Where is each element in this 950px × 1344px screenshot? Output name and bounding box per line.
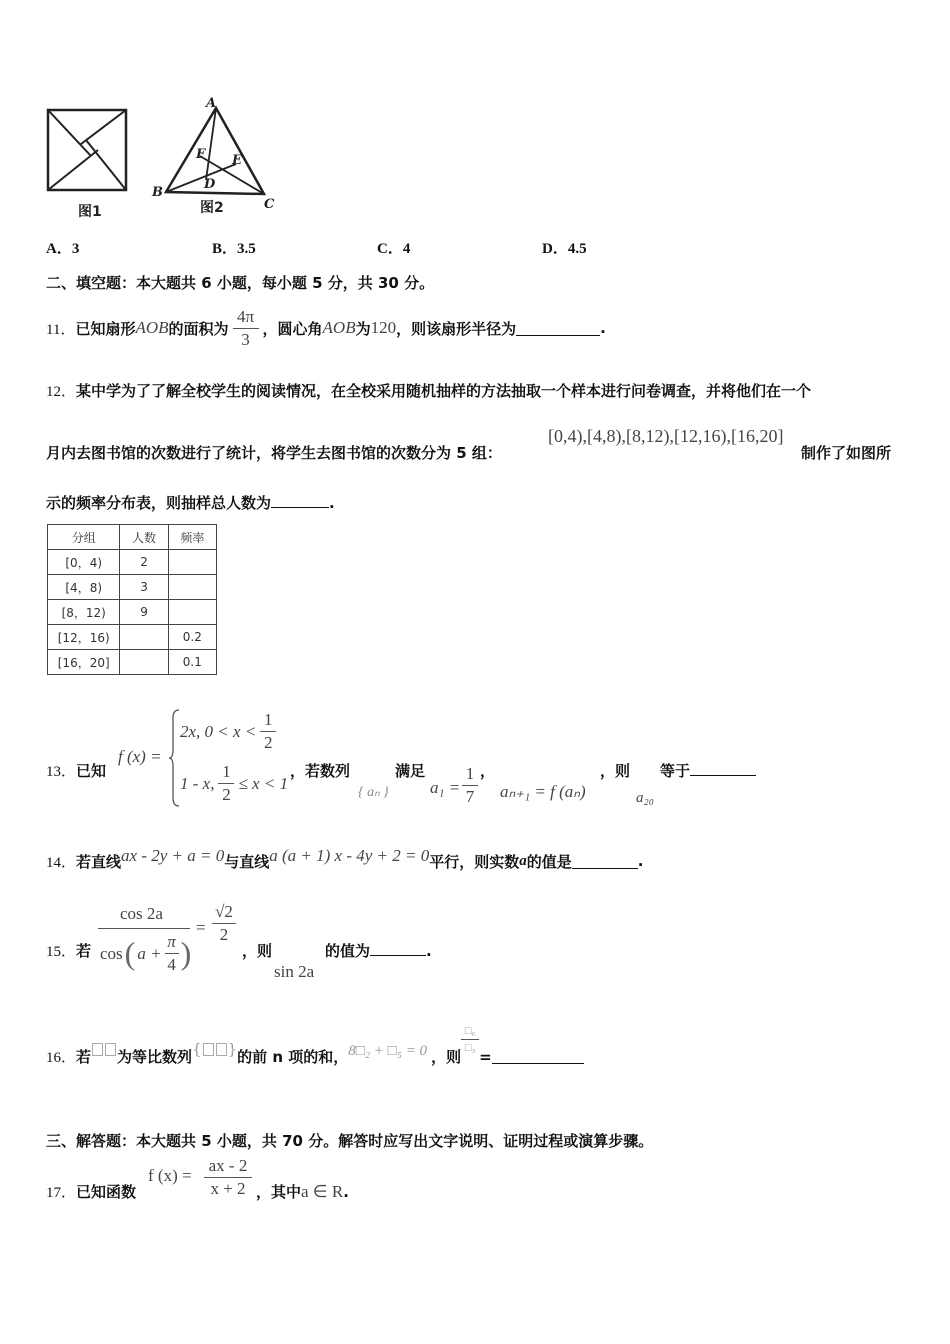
q11-fraction: $\frac{4\pi}{3}$ xyxy=(233,307,259,350)
figure-2 xyxy=(148,96,278,218)
section-2-heading: 二、填空题：本大题共 6 小题，每小题 5 分，共 30 分。 xyxy=(46,274,435,292)
table-header: 人数 xyxy=(120,525,168,550)
q11-answer-blank xyxy=(516,321,600,336)
fig2-line xyxy=(166,164,236,192)
choice-a: A．3 xyxy=(46,241,80,257)
q13-comma: ， xyxy=(480,762,496,780)
question-12-line-1: 12．某中学为了了解全校学生的阅读情况，在全校采用随机抽样的方法抽取一个样本进行问卷调查，并将他们在一个 xyxy=(46,382,812,400)
fig2-label-c: C xyxy=(264,197,275,212)
q12-answer-blank xyxy=(271,493,329,508)
q13-text-3: 满足 xyxy=(395,762,426,780)
question-11: 11． 已知扇形 AOB 的面积为 $\frac{4\pi}{3}$ ，圆心角 AOB 为 120 ，则该扇形半径为 . xyxy=(46,306,606,349)
q11-number: 11． xyxy=(46,321,76,338)
fig2-label-e: E xyxy=(232,153,242,168)
q13-sequence: { aₙ } xyxy=(358,785,389,800)
q13-case-2: 1 - x, $\frac{1}{2}$ ≤ x < 1 xyxy=(180,762,289,804)
fig1-caption: 图1 xyxy=(78,204,102,220)
q16-answer-blank xyxy=(492,1049,584,1064)
q13-case-1: 2x, 0 < x < $\frac{1}{2}$ xyxy=(180,710,276,753)
table-row: [8，12) 9 xyxy=(48,600,217,625)
figure-1 xyxy=(44,104,134,224)
q15-rhs: √2 2 xyxy=(212,902,236,945)
q17-number: 17． xyxy=(46,1185,77,1201)
q16-number: 16． xyxy=(46,1050,77,1066)
fig2-label-d: D xyxy=(204,177,216,192)
q15-fraction-bar xyxy=(98,928,190,929)
question-13: 13．已知 xyxy=(46,762,107,780)
q13-number: 13． xyxy=(46,764,77,780)
table-header-row xyxy=(48,525,217,550)
fig2-caption: 图2 xyxy=(200,200,224,216)
q13-recurrence: aₙ₊₁ = f (aₙ) xyxy=(500,782,586,801)
table-row: [16，20] 0.1 xyxy=(48,650,217,675)
question-16: 16． 若 为等比数列 { } 的前 n 项的和， 8□₂ + □₅ = 0 ，则 $\frac{\text{□₆}}{\text{□₃}}$ = xyxy=(46,1046,584,1067)
q17-condition: ，其中 a ∈ R . xyxy=(256,1181,349,1201)
question-17: 17．已知函数 xyxy=(46,1183,137,1201)
q15-answer-blank xyxy=(370,941,426,956)
q13-a1: a₁ = xyxy=(430,778,461,797)
q15-numerator: cos 2a xyxy=(120,904,163,923)
question-12-line-3: 示的频率分布表，则抽样总人数为 . xyxy=(46,494,335,512)
q13-text-2: ，若数列 xyxy=(290,762,351,780)
fig2-label-b: B xyxy=(152,185,163,200)
fig1-line xyxy=(81,110,126,144)
table-row: [0，4) 2 xyxy=(48,550,217,575)
fig2-label-a: A xyxy=(206,96,217,111)
q13-text-5: 等于 xyxy=(660,760,756,781)
q15-target: sin 2a xyxy=(274,962,315,981)
q13-text-4: ，则 xyxy=(600,762,631,780)
choice-b: B．3.5 xyxy=(212,241,256,257)
fig2-label-f: F xyxy=(196,147,206,162)
q15-text-3: 的值为 . xyxy=(325,942,432,960)
choice-d: D．4.5 xyxy=(542,241,587,257)
q17-fraction: ax - 2 x + 2 xyxy=(204,1156,252,1199)
fig1-line xyxy=(86,140,126,190)
section-3-heading: 三、解答题：本大题共 5 小题，共 70 分。解答时应写出文字说明、证明过程或演算步骤。 xyxy=(46,1132,654,1150)
q15-number: 15． xyxy=(46,944,77,960)
q12-number: 12． xyxy=(46,384,77,400)
q14-number: 14． xyxy=(46,854,77,871)
q17-fx: f (x) = xyxy=(148,1166,192,1185)
table-row: [4，8) 3 xyxy=(48,575,217,600)
q15-equals: = xyxy=(196,918,206,937)
q13-answer-blank xyxy=(690,761,756,776)
question-12-line-2: 月内去图书馆的次数进行了统计，将学生去图书馆的次数分为 5 组： xyxy=(46,444,502,462)
table-row: [12，16) 0.2 xyxy=(48,625,217,650)
choice-c: C．4 xyxy=(377,241,411,257)
q13-fx: f (x) = xyxy=(118,747,162,766)
fig1-line xyxy=(48,150,98,190)
q12-line-2-end: 制作了如图所 xyxy=(801,444,892,462)
fig1-line xyxy=(48,110,91,156)
frequency-table xyxy=(47,524,217,675)
q13-a1-fraction: 1 7 xyxy=(462,764,478,807)
q15-denominator: cos ( a + $\frac{\pi}{4}$ ) xyxy=(100,932,192,974)
question-15: 15．若 xyxy=(46,942,92,960)
table-header: 分组 xyxy=(48,525,120,550)
q13-brace xyxy=(168,708,180,808)
q13-a20: a₂₀ xyxy=(636,790,654,806)
q12-groups: [0,4),[4,8),[8,12),[12,16),[16,20] xyxy=(548,426,784,446)
question-14: 14． 若直线 ax - 2y + a = 0 与直线 a (a + 1) x - 4y + 2 = 0 平行，则实数 a 的值是 . xyxy=(46,846,644,871)
q14-answer-blank xyxy=(572,854,638,869)
q15-text-2: ，则 xyxy=(242,942,273,960)
table-header: 频率 xyxy=(168,525,216,550)
